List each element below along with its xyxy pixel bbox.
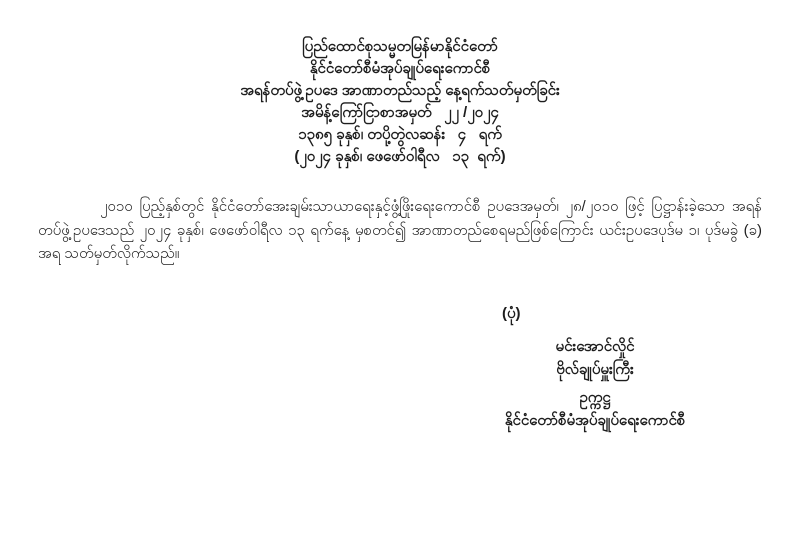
signatory-position: ဥက္ကဋ္ဌ [579,389,611,406]
document-subject: အရန်တပ်ဖွဲ့ဥပဒေ အာဏာတည်သည့် နေ့ရက်သတ်မှတ်ခြင်း [240,82,560,99]
gregorian-date: (၂၀၂၄ ခုနှစ်၊ ဖေဖော်ဝါရီလ ၁၃ ရက်) [294,148,506,165]
notification-number: အမိန့်ကြော်ငြာစာအမှတ် ၂၂ /၂၀၂၄ [301,104,499,121]
state-title: ပြည်ထောင်စုသမ္မတမြန်မာနိုင်ငံတော် [302,38,498,55]
signature-block [440,302,750,432]
signature-mark: (ပုံ) [502,305,521,322]
signatory-organization: နိုင်ငံတော်စီမံအုပ်ချုပ်ရေးကောင်စီ [504,412,686,429]
signatory-rank: ဗိုလ်ချုပ်မှူးကြီး [556,361,634,378]
myanmar-calendar-date: ၁၃၈၅ ခုနှစ်၊ တပို့တွဲလဆန်း ၄ ရက် [298,126,502,143]
body-paragraph: ၂၀၁၀ ပြည့်နှစ်တွင် နိုင်ငံတော်အေးချမ်းသာယာရေးနှင့်ဖွံ့ဖြိုးရေးကောင်စီ ဥပဒေအမှတ်၊ ၂၈/၂၀၁၀ ဖြင့် ပြဋ္ဌာန်းခဲ့သော အရန်တပ်ဖွဲ့ဥပဒေသည် ၂၀၂၄ ခုနှစ်၊ ဖေဖော်ဝါရီလ ၁၃ ရက်နေ့ မှစတင်၍ အာဏာတည်စေရမည်ဖြစ်ကြောင်း ယင်းဥပဒေပုဒ်မ ၁၊ ပုဒ်မခွဲ (ခ) အရ သတ်မှတ်လိုက်သည်။ [38,198,762,262]
signatory-name: မင်းအောင်လှိုင် [555,338,635,355]
document-header [0,36,800,168]
council-title: နိုင်ငံတော်စီမံအုပ်ချုပ်ရေးကောင်စီ [309,60,491,77]
